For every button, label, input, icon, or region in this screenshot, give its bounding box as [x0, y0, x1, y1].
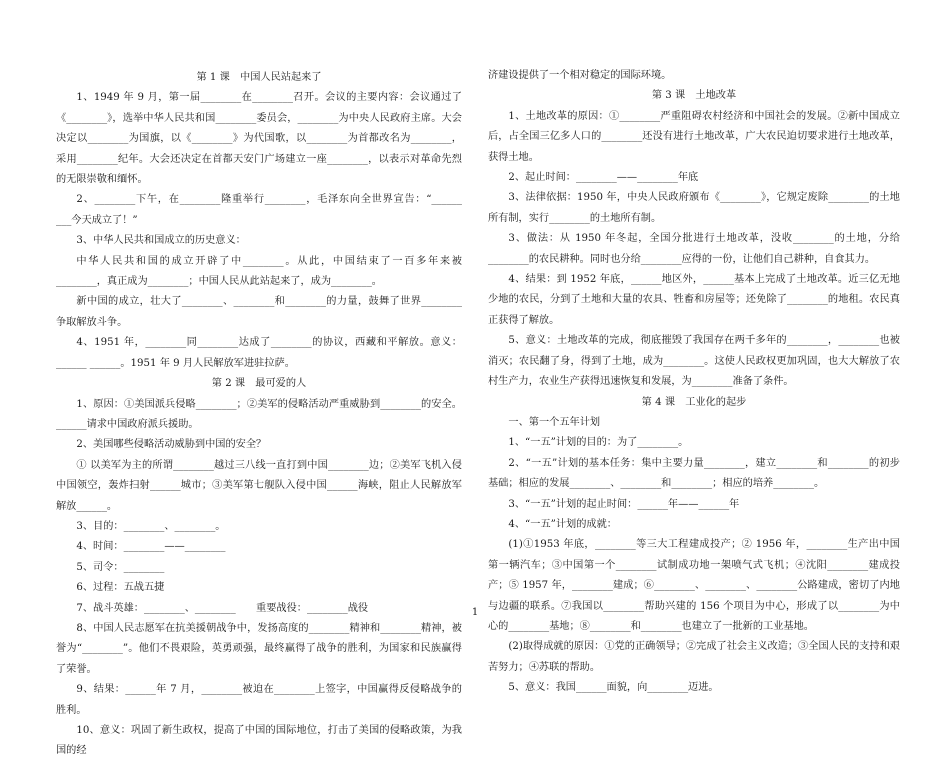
paragraph: 5、意义：土地改革的完成，彻底摧毁了我国存在两千多年的________，________也被消灭；农民翻了身，得到了土地，成为________。这使人民政权更加巩固，也大大解放了农村生产力，农业生产获得迅速恢复和发展，为________准备了条件。	[488, 335, 900, 388]
paragraph: 济建设提供了一个相对稳定的国际环境。	[488, 70, 672, 81]
paragraph: 4、结果：到 1952 年底，______地区外，______基本上完成了土地改革。近三亿无地少地的农民，分到了土地和大量的农具、牲畜和房屋等；还免除了________的地租。农民真正获得了解放。	[488, 274, 900, 326]
paragraph: 2、起止时间：________——________年底	[508, 172, 699, 184]
paragraph: 4、1951 年，________同________达成了________的协议，西藏和平解放。意义：______ ______。1951 年 9 月人民解放军进驻拉萨。	[56, 337, 462, 369]
lesson-title: 第 3 课 土地改革	[651, 90, 737, 102]
left-column	[56, 68, 462, 762]
paragraph: 5、司令：________	[76, 561, 165, 573]
lesson-title: 第 4 课 工业化的起步	[641, 396, 747, 408]
lesson-title: 第 1 课 中国人民站起来了	[196, 72, 322, 83]
paragraph: 2、________下午，在________隆重举行________，毛泽东向全世界宣告：“______ ___今天成立了！”	[56, 194, 462, 226]
paragraph: 一、第一个五年计划	[508, 416, 601, 428]
paragraph: 3、法律依据：1950 年，中央人民政府颁布《________》，它规定废除________的土地所有制，实行________的土地所有制。	[488, 192, 900, 224]
paragraph: (2)取得成就的原因：①党的正确领导；②完成了社会主义改造；③全国人民的支持和艰苦努力；④苏联的帮助。	[488, 641, 900, 673]
paragraph: 3、做法：从 1950 年冬起，全国分批进行土地改革，没收________的土地，分给________的农民耕种。同时也分给________应得的一份，让他们自己耕种，自食其力。	[488, 233, 900, 265]
paragraph: 中华人民共和国的成立开辟了中________。从此，中国结束了一百多年来被________，真正成为________；中国人民从此站起来了，成为________。	[56, 255, 462, 288]
paragraph: 4、时间：________——________	[76, 541, 226, 553]
paragraph: 3、“一五”计划的起止时间：______年——______年	[508, 498, 740, 510]
page-number: 1	[471, 607, 479, 618]
paragraph: 5、意义：我国______面貌，向________迈进。	[508, 682, 719, 694]
paragraph: 1、1949 年 9 月，第一届________在________召开。会议的主要内容：会议通过了《________》，选举中华人民共和国________委员会，________为中央人民政府主席。大会决定以________为国旗，以《________》为代国歌，以________为首都改名为________，采用________纪年。大会还决定在首都天安门广场建立一座________，以表示对革命先烈的无限崇敬和缅怀。	[56, 92, 462, 186]
right-column	[488, 66, 900, 699]
paragraph: 新中国的成立，壮大了________、________和________的力量，鼓舞了世界________争取解放斗争。	[56, 296, 462, 328]
lesson-title: 第 2 课 最可爱的人	[211, 378, 307, 390]
paragraph: 10、意义：巩固了新生政权，提高了中国的国际地位，打击了美国的侵略政策，为我国的经	[56, 725, 462, 757]
paragraph: 7、战斗英雄：________、________ 重要战役：________战役	[76, 602, 369, 614]
paragraph: 1、原因：①美国派兵侵略________；②美军的侵略活动严重威胁到________的安全。______请求中国政府派兵援助。	[56, 398, 462, 430]
paragraph: 1、“一五”计划的目的：为了________。	[508, 437, 689, 449]
paragraph: 3、中华人民共和国成立的历史意义：	[76, 235, 246, 247]
paragraph: 3、目的：________、________。	[76, 520, 226, 532]
paragraph: 2、“一五”计划的基本任务：集中主要力量________，建立________和________的初步基础；相应的发展________、________和________；相应的培养________。	[488, 457, 900, 490]
paragraph: 1、土地改革的原因：①________严重阻碍农村经济和中国社会的发展。②新中国成立后，占全国三亿多人口的________还没有进行土地改革，广大农民迫切要求进行土地改革，获得土地。	[488, 110, 900, 163]
paragraph: 4、“一五”计划的成就：	[508, 518, 617, 530]
paragraph: 9、结果：______年 7 月，________被迫在________上签字，中国赢得反侵略战争的胜利。	[56, 684, 462, 716]
paragraph: (1)①1953 年底，________等三大工程建成投产；② 1956 年，________生产出中国第一辆汽车；③中国第一个________试制成功地一架喷气式飞机；④沈阳________建成投产；⑤ 1957 年，________建成；⑥________、________、________公路建成，密切了内地与边疆的联系。⑦我国以________帮助兴建的 156 个项目为中心，形成了以________为中心的________基地；⑧________和________也建立了一批新的工业基地。	[488, 539, 900, 632]
paragraph: ① 以美军为主的所谓________越过三八线一直打到中国________边；②美军飞机入侵中国领空，轰炸扫射______城市；③美军第七舰队入侵中国______海峡，阻止人民解放军解放______。	[56, 459, 462, 512]
paragraph: 2、美国哪些侵略活动威胁到中国的安全？	[76, 439, 267, 451]
paragraph: 8、中国人民志愿军在抗美援朝战争中，发扬高度的________精神和________精神，被誉为“________”。他们不畏艰险，英勇顽强，最终赢得了战争的胜利，为国家和民族赢得了荣誉。	[56, 622, 462, 675]
paragraph: 6、过程：五战五捷	[76, 582, 165, 594]
